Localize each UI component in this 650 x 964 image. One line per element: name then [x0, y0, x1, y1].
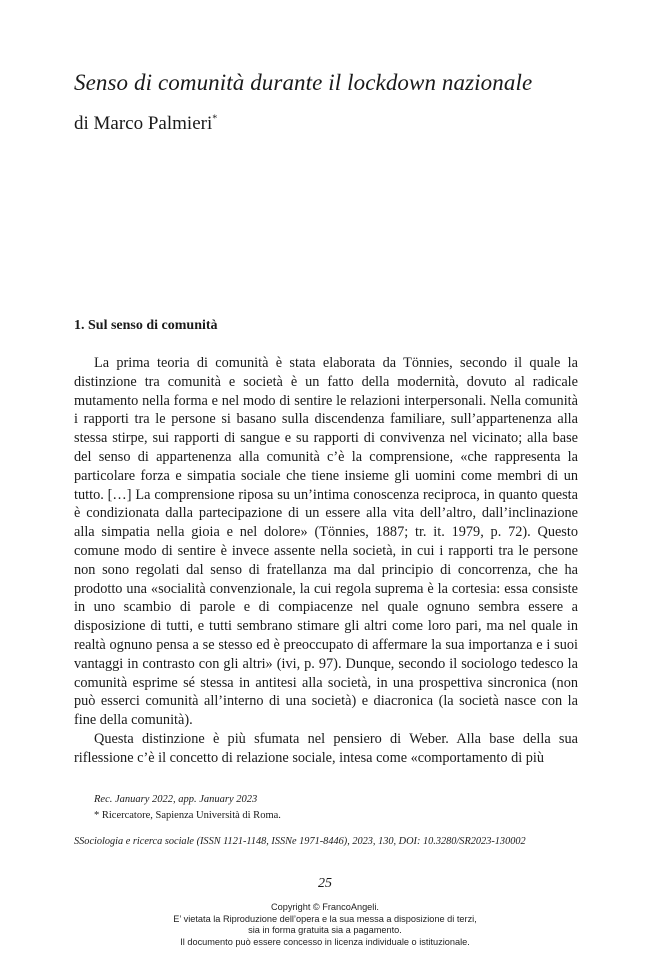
footnotes	[94, 792, 281, 824]
copyright-line: Copyright © FrancoAngeli.	[271, 902, 379, 912]
journal-citation: SSociologia e ricerca sociale (ISSN 1121-1148, ISSNe 1971-8446), 2023, 130, DOI: 10.3280/SR2023-130002	[74, 836, 526, 847]
received-date-note: Rec. January 2022, app. January 2023	[94, 794, 258, 805]
author-footnote-mark: *	[212, 113, 218, 125]
author-line	[74, 113, 217, 135]
paragraph: La prima teoria di comunità è stata elaborata da Tönnies, secondo il quale la distinzione tra comunità e società è un fatto della modernità, dovuto al radicale mutamento nella forma e nel modo di sentire le relazioni interpersonali. Nella comunità i rapporti tra le persone si basano sulla discendenza familiare, sull’appartenenza alla stessa stirpe, sui rapporti di sangue e su rapporti di convivenza nel vicinato; alla base del senso di appartenenza alla comunità c’è la comprensione, «che rappresenta la particolare forza e simpatia sociale che tiene insieme gli uomini come membri di un tutto. […] La comprensione riposa su un’intima conoscenza reciproca, in quanto questa è condizionata dalla partecipazione di un essere alla vita dell’altro, dall’inclinazione alla simpatia nella gioia e nel dolore» (Tönnies, 1887; tr. it. 1979, p. 72). Questo comune modo di sentire è invece assente nella società, in cui i rapporti tra le persone non sono regolati dal senso di fratellanza ma dal principio di concorrenza, che ha prodotto una «socialità convenzionale, la cui regola suprema è la cortesia: essa consiste in uno scambio di parole e di compiacenze nel quale ognuno sembra essere a disposizione di tutti, e tutti sembrano stimare gli altri come loro pari, ma nel quale in realtà ognuno pensa a se stesso ed è preoccupato di affermare la sua importanza e i suoi vantaggi in contrasto con gli altri» (ivi, p. 97). Dunque, secondo il sociologo tedesco la comunità esprime sé stessa in antitesi alla società, in una prospettiva sincronica (non può esserci comunità all’interno di una società) e diacronica (la società nasce con la fine della comunità).	[74, 355, 578, 729]
body-text	[74, 354, 578, 768]
copyright-line: E’ vietata la Riproduzione dell’opera e la sua messa a disposizione di terzi,	[173, 913, 477, 924]
author-name: di Marco Palmieri	[74, 113, 213, 134]
copyright-line: Il documento può essere concesso in licenza individuale o istituzionale.	[180, 936, 470, 947]
paragraph: Questa distinzione è più sfumata nel pensiero di Weber. Alla base della sua riflessione c’è il concetto di relazione sociale, intesa come «comportamento di più	[74, 730, 578, 766]
affiliation-footnote: * Ricercatore, Sapienza Università di Roma.	[94, 810, 281, 821]
copyright-notice	[0, 902, 650, 948]
article-title: Senso di comunità durante il lockdown nazionale	[74, 70, 533, 95]
section-heading: 1. Sul senso di comunità	[74, 318, 218, 333]
page-number: 25	[318, 876, 332, 891]
copyright-line: sia in forma gratuita sia a pagamento.	[248, 925, 402, 935]
